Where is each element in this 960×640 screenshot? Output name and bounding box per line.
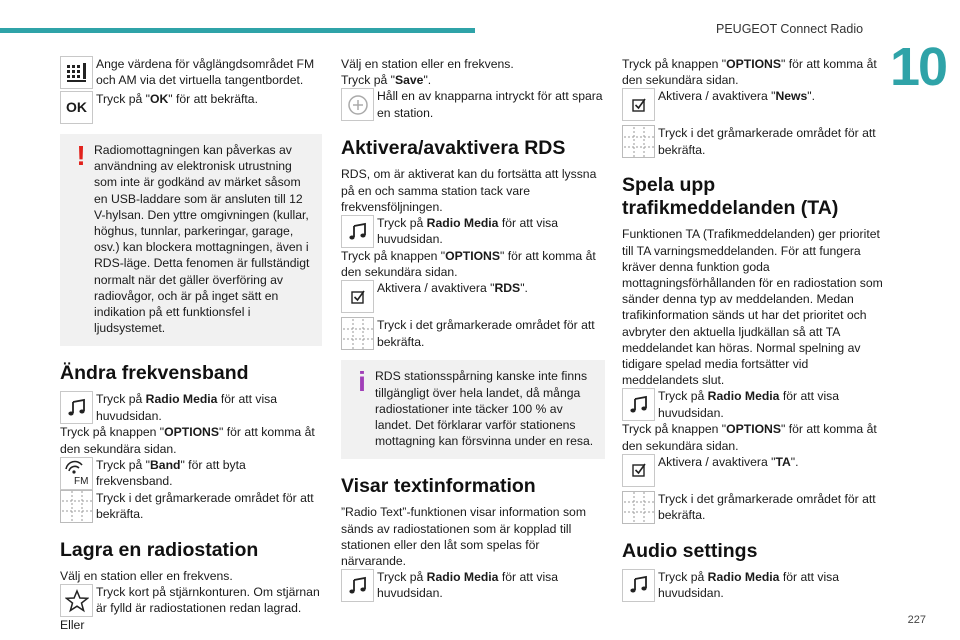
keypad-text: Ange värdena för våglängdsområdet FM och AM via det virtuella tangentbordet. bbox=[96, 57, 315, 88]
step-ta-confirm: Tryck i det gråmarkerade området för att bekräfta. bbox=[622, 491, 886, 524]
music-note-icon bbox=[622, 388, 655, 421]
warning-box bbox=[60, 134, 322, 346]
chapter-number: 10 bbox=[890, 37, 947, 97]
heading-store-station: Lagra en radiostation bbox=[60, 538, 259, 561]
band-options-text: Tryck på knappen "OPTIONS" för att komma åt den sekundära sidan. bbox=[60, 425, 315, 456]
grid-icon bbox=[341, 317, 374, 350]
warning-text: Radiomottagningen kan påverkas av användning av elektronisk utrustning som inte är godkänd av märket såsom en USB-laddare som är ansluten till 12 V-hylsan. Den yttre omgivningen (kullar, höghus, tunnlar, parkeringar, garage, osv.) kan blockera mottagningen, även i RDS-läge. Detta fenomen är fullständigt normalt när det gäller överföring av radiovågor, och är på inget sätt en indikation på ett funktionsfel i ljudsystemet. bbox=[94, 143, 310, 336]
info-text: RDS stationsspårning kanske inte finns tillgängligt över hela landet, då många radiostationer inte täcker 100 % av landet. Det förklarar varför stationens mottagning kan försvinna under en resa. bbox=[375, 369, 594, 449]
step-rds-1: Tryck på Radio Media för att visa huvudsidan. bbox=[341, 215, 605, 248]
step-store-star: Tryck kort på stjärnkonturen. Om stjärnan är fylld är radiostationen redan lagrad. bbox=[60, 584, 322, 617]
music-note-icon bbox=[341, 569, 374, 602]
heading-audio-settings: Audio settings bbox=[622, 539, 758, 562]
step-news-toggle: Aktivera / avaktivera "News". bbox=[622, 88, 886, 121]
grid-icon bbox=[622, 491, 655, 524]
info-box bbox=[341, 360, 605, 459]
ok-icon: OK bbox=[60, 91, 93, 124]
step-hold-save: Håll en av knapparna intryckt för att spara en station. bbox=[341, 88, 605, 121]
star-icon bbox=[60, 584, 93, 617]
step-rds-toggle: Aktivera / avaktivera "RDS". bbox=[341, 280, 605, 313]
heading-text-info: Visar textinformation bbox=[341, 475, 536, 498]
header-title: PEUGEOT Connect Radio bbox=[716, 22, 864, 36]
step-text-info: Tryck på Radio Media för att visa huvudsidan. bbox=[341, 569, 605, 602]
heading-change-band: Ändra frekvensband bbox=[60, 362, 249, 385]
checkbox-icon bbox=[341, 280, 374, 313]
step-ta-toggle: Aktivera / avaktivera "TA". bbox=[622, 454, 886, 487]
column-3: Tryck på knappen "OPTIONS" för att komma åt den sekundära sidan. Aktivera / avaktivera "News". Tryck i det gråmarkerade området för att bekräfta. Spela upp trafikmeddelanden (TA) Funktionen TA (Trafikmeddelanden) ger prioritet till TA varningsmeddelanden. För att fungera kräver denna funktion goda mottagningsförhållanden för en radiostation som sänder denna typ av meddelanden. Medan trafikinformation sänds ut har det prioritet och avbryter den aktuella ljudkällan så att TA meddelandet kan höras. Normal spelning av tidigare spelad media fortsätter vid meddelandets slut. Tryck på Radio Media för att visa huvudsidan. Tryck på knappen "OPTIONS" för att komma åt den sekundära sidan. Aktivera / avaktivera "TA". Tryck i det gråmarkerade området för att bekräfta. Audio settings Tryck på Radio Media för att visa huvudsidan. bbox=[622, 56, 886, 602]
music-note-icon bbox=[341, 215, 374, 248]
svg-text:FM: FM bbox=[73, 476, 88, 487]
grid-icon bbox=[622, 125, 655, 158]
header-accent-bar bbox=[0, 28, 475, 33]
ok-text: Tryck på "OK" för att bekräfta. bbox=[96, 92, 258, 106]
step-ta-1: Tryck på Radio Media för att visa huvudsidan. bbox=[622, 388, 886, 421]
checkbox-icon bbox=[622, 454, 655, 487]
step-band-1: Tryck på Radio Media för att visa huvudsidan. bbox=[60, 391, 322, 424]
step-band-2: FM Tryck på "Band" för att byta frekvensband. bbox=[60, 457, 322, 490]
music-note-icon bbox=[60, 391, 93, 424]
keypad-icon bbox=[60, 56, 93, 89]
music-note-icon bbox=[622, 569, 655, 602]
fm-radio-icon bbox=[60, 457, 93, 490]
heading-traffic: Spela upp trafikmeddelanden (TA) bbox=[622, 174, 839, 220]
warning-icon: ! bbox=[76, 140, 86, 171]
checkbox-icon bbox=[622, 88, 655, 121]
column-2: Välj en station eller en frekvens. Tryck på "Save". Håll en av knapparna intryckt för att spara en station. Aktivera/avaktivera RDS RDS, om är aktiverat kan du fortsätta att lyssna på en och samma station tack vare frekvensföljningen. Tryck på Radio Media för att visa huvudsidan. Tryck på knappen "OPTIONS" för att komma åt den sekundära sidan. Aktivera / avaktivera "RDS". Tryck i det gråmarkerade området för att bekräfta. i RDS stationsspårning kanske inte finns tillgängligt över hela landet, då många radiostationer inte täcker 100 % av landet. Det förklarar varför stationens mottagning kan försvinna under en resa. Visar textinformation ”Radio Text”-funktionen visar information som sänds av radiostationen som är kopplad till stationen eller den låt som spelas för närvarande. Tryck på Radio Media för att visa huvudsidan. bbox=[341, 56, 605, 602]
step-audio-1: Tryck på Radio Media för att visa huvudsidan. bbox=[622, 569, 886, 602]
heading-rds: Aktivera/avaktivera RDS bbox=[341, 137, 566, 160]
page-number: 227 bbox=[907, 614, 926, 626]
info-icon: i bbox=[358, 366, 366, 398]
step-keypad bbox=[60, 56, 322, 89]
plus-circle-icon bbox=[341, 88, 374, 121]
step-rds-confirm: Tryck i det gråmarkerade området för att bekräfta. bbox=[341, 317, 605, 350]
column-1: Ange värdena för våglängdsområdet FM och AM via det virtuella tangentbordet. OK Tryck på "OK" för att bekräfta. ! Radiomottagningen kan påverkas av användning av elektronisk utrustning som inte är godkänd av märket såsom en USB-laddare som är ansluten till 12 V-hylsan. Den yttre omgivningen (kullar, höghus, tunnlar, parkeringar, garage, osv.) kan blockera mottagningen, även i RDS-läge. Detta fenomen är fullständigt normalt när det gäller överföring av radiovågor, och är på inget sätt en indikation på ett funktionsfel i ljudsystemet. Ändra frekvensband Tryck på Radio Media för att visa huvudsidan. Tryck på knappen "OPTIONS" för att komma åt den sekundära sidan. FM Tryck på "Band" för att byta frekvensband. Tryck i det gråmarkerade området för att bekräfta. Lagra en radiostation Välj en station eller en frekvens. Tryck kort på stjärnkonturen. Om stjärnan är fylld är radiostationen redan lagrad. Eller bbox=[60, 56, 322, 633]
step-ok bbox=[60, 91, 322, 124]
grid-icon bbox=[60, 490, 93, 523]
step-news-confirm: Tryck i det gråmarkerade området för att bekräfta. bbox=[622, 125, 886, 158]
step-band-3: Tryck i det gråmarkerade området för att bekräfta. bbox=[60, 490, 322, 523]
